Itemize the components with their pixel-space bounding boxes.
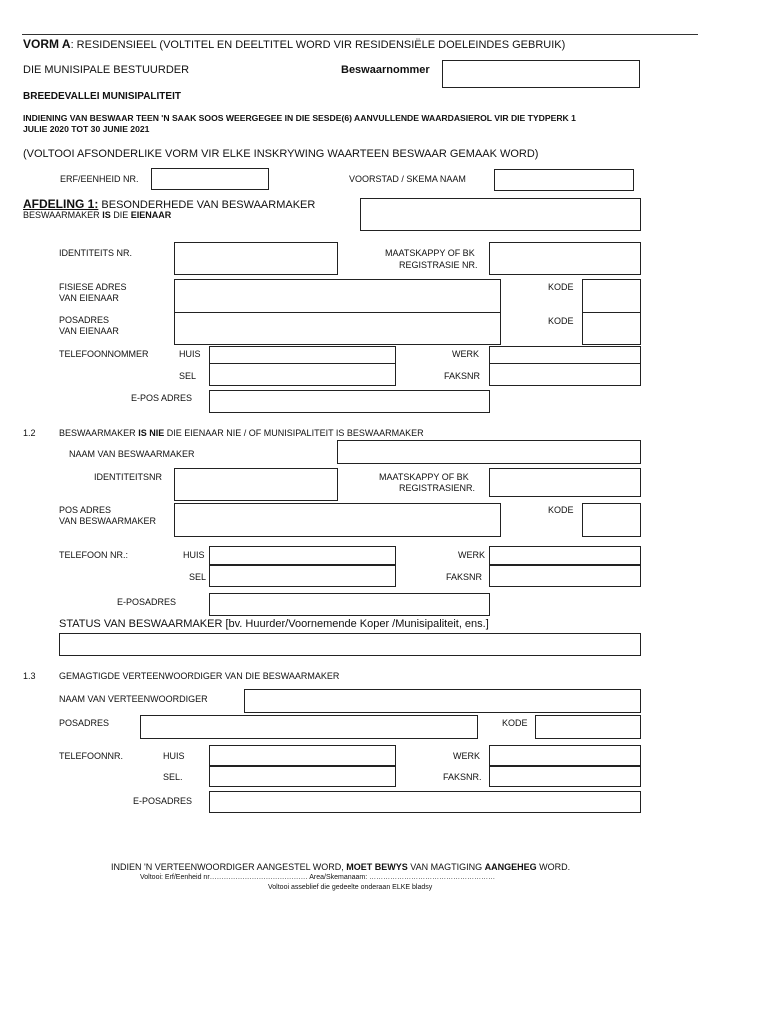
rep-email-field[interactable]: [209, 791, 641, 813]
objector-name-label: NAAM VAN BESWAARMAKER: [69, 449, 195, 459]
form-title: [23, 37, 565, 51]
owner-id-label: IDENTITEITS NR.: [59, 248, 133, 258]
objector-postal-address-field[interactable]: [174, 503, 501, 537]
suburb-label: VOORSTAD / SKEMA NAAM: [349, 174, 466, 184]
objector-status-label: STATUS VAN BESWAARMAKER [bv. Huurder/Voornemende Koper /Munisipaliteit, ens.]: [59, 618, 489, 630]
rep-postal-label: POSADRES: [59, 718, 110, 728]
note-c: VAN MAGTIGING: [407, 862, 485, 872]
form-label: VORM A: [23, 37, 71, 51]
owner-home-phone-field[interactable]: [209, 346, 396, 364]
owner-phone-label: TELEFOONNOMMER: [59, 349, 149, 359]
owner-statement-b: IS: [102, 210, 111, 220]
suburb-name-field[interactable]: [494, 169, 634, 191]
submission-line-1: INDIENING VAN BESWAAR TEEN 'N SAAK SOOS WEERGEGEE IN DIE SESDE(6) AANVULLENDE WAARDASIEROL VIR DIE TYDPERK 1: [23, 113, 576, 123]
objector-cell-label: SEL: [189, 572, 207, 582]
objector-postal-label-2: VAN BESWAARMAKER: [59, 516, 157, 526]
owner-fax-label: FAKSNR: [444, 371, 481, 381]
objector-code-label: KODE: [548, 505, 574, 515]
owner-email-field[interactable]: [209, 390, 490, 413]
objector-email-field[interactable]: [209, 593, 490, 616]
note-d: AANGEHEG: [484, 862, 537, 872]
rep-cell-field[interactable]: [209, 766, 396, 787]
owner-email-label: E-POS ADRES: [131, 393, 193, 403]
objector-company-reg-field[interactable]: [489, 468, 641, 497]
owner-postal-address-field[interactable]: [174, 312, 501, 345]
rep-name-label: NAAM VAN VERTEENWOORDIGER: [59, 694, 208, 704]
rep-fax-field[interactable]: [489, 766, 641, 787]
rep-phone-label: TELEFOONNR.: [59, 751, 124, 761]
owner-physical-code-label: KODE: [548, 282, 574, 292]
rep-code-label: KODE: [502, 718, 528, 728]
owner-statement-d: EIENAAR: [130, 210, 172, 220]
owner-statement-a: BESWAARMAKER: [23, 210, 103, 220]
top-rule: [22, 34, 698, 35]
owner-physical-address-label-1: FISIESE ADRES: [59, 282, 127, 292]
rep-home-phone-field[interactable]: [209, 745, 396, 766]
owner-postal-code-field[interactable]: [582, 312, 641, 345]
section1-2-heading-c: DIE EIENAAR NIE / OF MUNISIPALITEIT IS BESWAARMAKER: [164, 428, 424, 438]
section1-heading-text: BESONDERHEDE VAN BESWAARMAKER: [98, 199, 316, 211]
owner-statement: [23, 210, 171, 220]
owner-physical-address-label-2: VAN EIENAAR: [59, 293, 119, 303]
rep-cell-label: SEL.: [163, 772, 183, 782]
objector-phone-label: TELEFOON NR.:: [59, 550, 129, 560]
owner-statement-c: DIE: [110, 210, 131, 220]
submission-line-2: JULIE 2020 TOT 30 JUNIE 2021: [23, 124, 150, 134]
addressee: DIE MUNISIPALE BESTUURDER: [23, 64, 190, 76]
section1-3-heading: GEMAGTIGDE VERTEENWOORDIGER VAN DIE BESWAARMAKER: [59, 671, 340, 681]
owner-cell-label: SEL: [179, 371, 197, 381]
objector-cell-field[interactable]: [209, 565, 396, 587]
owner-company-reg-field[interactable]: [489, 242, 641, 275]
owner-work-phone-field[interactable]: [489, 346, 641, 364]
owner-postal-address-label-1: POSADRES: [59, 315, 110, 325]
instruction-text: (VOLTOOI AFSONDERLIKE VORM VIR ELKE INSKRYWING WAARTEEN BESWAAR GEMAAK WORD): [23, 148, 539, 160]
rep-work-phone-field[interactable]: [489, 745, 641, 766]
rep-name-field[interactable]: [244, 689, 641, 713]
owner-work-label: WERK: [452, 349, 479, 359]
owner-cell-field[interactable]: [209, 363, 396, 386]
objector-work-phone-field[interactable]: [489, 546, 641, 565]
form-title-text: : RESIDENSIEEL (VOLTITEL EN DEELTITEL WORD VIR RESIDENSIËLE DOELEINDES GEBRUIK): [70, 39, 566, 51]
section1-heading: [23, 197, 315, 211]
section1-3-number: 1.3: [23, 671, 36, 681]
objector-status-field[interactable]: [59, 633, 641, 656]
objector-id-field[interactable]: [174, 468, 338, 501]
owner-physical-code-field[interactable]: [582, 279, 641, 313]
objection-number-label: Beswaarnommer: [341, 64, 430, 76]
rep-email-label: E-POSADRES: [133, 796, 193, 806]
owner-postal-code-label: KODE: [548, 316, 574, 326]
section1-2-heading-b: IS NIE: [138, 428, 165, 438]
municipality-name: BREEDEVALLEI MUNISIPALITEIT: [23, 91, 181, 102]
rep-fax-label: FAKSNR.: [443, 772, 482, 782]
note-b: MOET BEWYS: [346, 862, 408, 872]
owner-home-label: HUIS: [179, 349, 201, 359]
rep-postal-address-field[interactable]: [140, 715, 478, 739]
note-a: INDIEN 'N VERTEENWOORDIGER AANGESTEL WORD,: [111, 862, 347, 872]
rep-home-label: HUIS: [163, 751, 185, 761]
erf-label: ERF/EENHEID NR.: [60, 174, 139, 184]
objector-fax-field[interactable]: [489, 565, 641, 587]
owner-id-field[interactable]: [174, 242, 338, 275]
objector-postal-label-1: POS ADRES: [59, 505, 112, 515]
rep-code-field[interactable]: [535, 715, 641, 739]
owner-fax-field[interactable]: [489, 363, 641, 386]
erf-number-field[interactable]: [151, 168, 269, 190]
owner-postal-address-label-2: VAN EIENAAR: [59, 326, 119, 336]
objector-code-field[interactable]: [582, 503, 641, 537]
owner-name-field[interactable]: [360, 198, 641, 231]
owner-physical-address-field[interactable]: [174, 279, 501, 313]
owner-company-label-2: REGISTRASIE NR.: [399, 260, 478, 270]
representative-proof-note: [111, 862, 570, 872]
objector-email-label: E-POSADRES: [117, 597, 177, 607]
objector-fax-label: FAKSNR: [446, 572, 483, 582]
objector-work-label: WERK: [458, 550, 485, 560]
footer-complete-line: Voltooi asseblief die gedeelte onderaan ELKE bladsy: [268, 884, 433, 891]
section1-heading-prefix: AFDELING 1:: [23, 197, 99, 211]
objector-company-label-2: REGISTRASIENR.: [399, 483, 476, 493]
objector-home-phone-field[interactable]: [209, 546, 396, 565]
footer-fill-line: Voltooi: Erf/Eenheid nr…………………………………… Area/Skemanaam: ………………………………………………: [140, 874, 496, 881]
section1-2-heading-a: BESWAARMAKER: [59, 428, 139, 438]
objection-number-field[interactable]: [442, 60, 640, 88]
section1-2-number: 1.2: [23, 428, 36, 438]
rep-work-label: WERK: [453, 751, 480, 761]
note-e: WORD.: [536, 862, 571, 872]
objector-home-label: HUIS: [183, 550, 205, 560]
owner-company-label-1: MAATSKAPPY OF BK: [385, 248, 475, 258]
objector-id-label: IDENTITEITSNR: [94, 472, 163, 482]
section1-2-heading: [59, 428, 424, 438]
objector-company-label-1: MAATSKAPPY OF BK: [379, 472, 469, 482]
objector-name-field[interactable]: [337, 440, 641, 464]
